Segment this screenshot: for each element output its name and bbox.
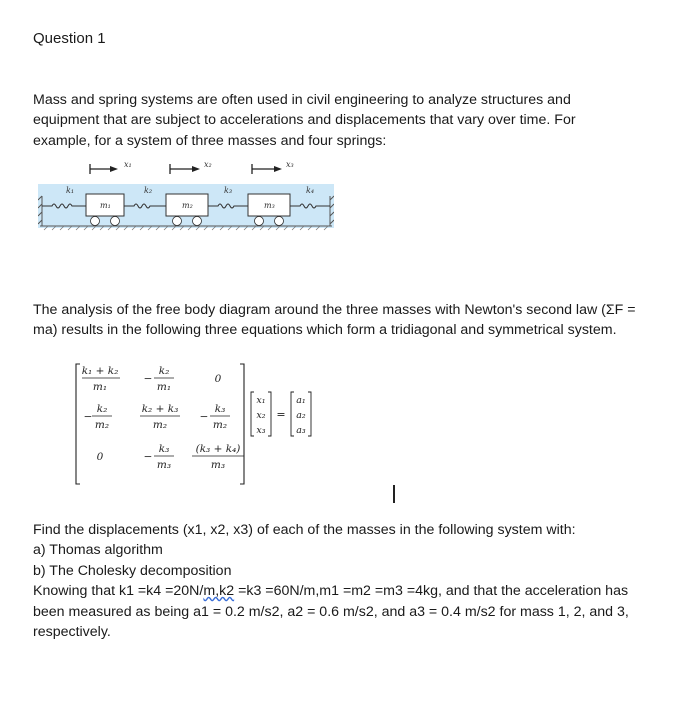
task-line-6: respectively. bbox=[33, 624, 111, 641]
analysis-paragraph bbox=[33, 300, 663, 341]
r3c2-num: k₃ bbox=[158, 443, 170, 455]
r3c3-num: (k₃ + k₄) bbox=[195, 443, 241, 455]
analysis-line: ma) results in the following three equations which form a tridiagonal and symmetrical system. bbox=[33, 322, 617, 339]
displacement-arrows bbox=[90, 164, 282, 174]
question-title: Question 1 bbox=[33, 30, 106, 47]
label-x3: x₃ bbox=[286, 160, 294, 169]
intro-line: equipment that are subject to accelerations and displacements that vary over time. For bbox=[33, 112, 576, 129]
matrix-bracket-left bbox=[76, 364, 80, 484]
a-vector-1: a₁ bbox=[296, 395, 306, 406]
matrix-bracket-right bbox=[240, 364, 244, 484]
task-given-line bbox=[33, 581, 663, 601]
r2c1-num: k₂ bbox=[96, 403, 108, 415]
label-x2: x₂ bbox=[204, 160, 212, 169]
task-item-b: b) The Cholesky decomposition bbox=[33, 562, 232, 579]
r1c1-num: k₁ + k₂ bbox=[81, 365, 119, 377]
mass-spring-diagram bbox=[38, 160, 334, 232]
x-vector-2: x₂ bbox=[256, 410, 266, 421]
r1c1-den: m₁ bbox=[92, 381, 108, 393]
matrix-equation bbox=[70, 360, 370, 490]
label-m1: m₁ bbox=[100, 201, 111, 210]
r1c2-num: k₂ bbox=[158, 365, 170, 377]
given-pre: Knowing that k1 =k4 =20N/ bbox=[33, 583, 204, 600]
analysis-line: The analysis of the free body diagram around the three masses with Newton's second law (ΣF = bbox=[33, 302, 636, 318]
r2c3-num: k₃ bbox=[214, 403, 226, 415]
r3c3-den: m₃ bbox=[210, 459, 226, 471]
label-k3: k₃ bbox=[224, 186, 233, 195]
x-vector-3: x₃ bbox=[256, 425, 266, 436]
spellcheck-underlined-text[interactable]: m,k2 bbox=[203, 583, 235, 600]
a-vector-2: a₂ bbox=[296, 410, 306, 421]
x-vector-bracket-right bbox=[268, 392, 271, 436]
a-vector-3: a₃ bbox=[296, 425, 306, 436]
label-k1: k₁ bbox=[66, 186, 75, 195]
task-paragraph bbox=[33, 520, 663, 642]
x-vector-bracket-left bbox=[251, 392, 254, 436]
r1c2-den: m₁ bbox=[156, 381, 172, 393]
r2c3-minus: − bbox=[199, 411, 209, 423]
label-k2: k₂ bbox=[144, 186, 153, 195]
r1c2-minus: − bbox=[143, 373, 153, 385]
label-m3: m₃ bbox=[264, 201, 275, 210]
r2c1-minus: − bbox=[83, 411, 93, 423]
r2c1-den: m₂ bbox=[94, 419, 110, 431]
r2c2-num: k₂ + k₃ bbox=[141, 403, 179, 415]
r3c2-minus: − bbox=[143, 451, 153, 463]
intro-line: example, for a system of three masses and four springs: bbox=[33, 132, 387, 149]
r2c2-den: m₂ bbox=[152, 419, 168, 431]
task-line-1: Find the displacements (x1, x2, x3) of each of the masses in the following system with: bbox=[33, 522, 576, 538]
text-cursor bbox=[393, 485, 395, 503]
label-x1: x₁ bbox=[124, 160, 132, 169]
intro-paragraph bbox=[33, 90, 663, 151]
x-vector-1: x₁ bbox=[256, 395, 266, 406]
a-vector-bracket-left bbox=[291, 392, 294, 436]
label-k4: k₄ bbox=[306, 186, 315, 195]
r3c1: 0 bbox=[96, 451, 104, 463]
label-m2: m₂ bbox=[182, 201, 193, 210]
r2c3-den: m₂ bbox=[212, 419, 228, 431]
r3c2-den: m₃ bbox=[156, 459, 172, 471]
equals-sign: = bbox=[276, 408, 286, 421]
r1c3: 0 bbox=[214, 373, 222, 385]
a-vector-bracket-right bbox=[308, 392, 311, 436]
task-item-a: a) Thomas algorithm bbox=[33, 542, 163, 559]
intro-line: Mass and spring systems are often used in civil engineering to analyze structures and bbox=[33, 92, 571, 108]
given-post: =k3 =60N/m,m1 =m2 =m3 =4kg, and that the acceleration has bbox=[234, 583, 629, 600]
task-line-5: been measured as being a1 = 0.2 m/s2, a2 = 0.6 m/s2, and a3 = 0.4 m/s2 for mass 1, 2, and 3, bbox=[33, 603, 629, 620]
